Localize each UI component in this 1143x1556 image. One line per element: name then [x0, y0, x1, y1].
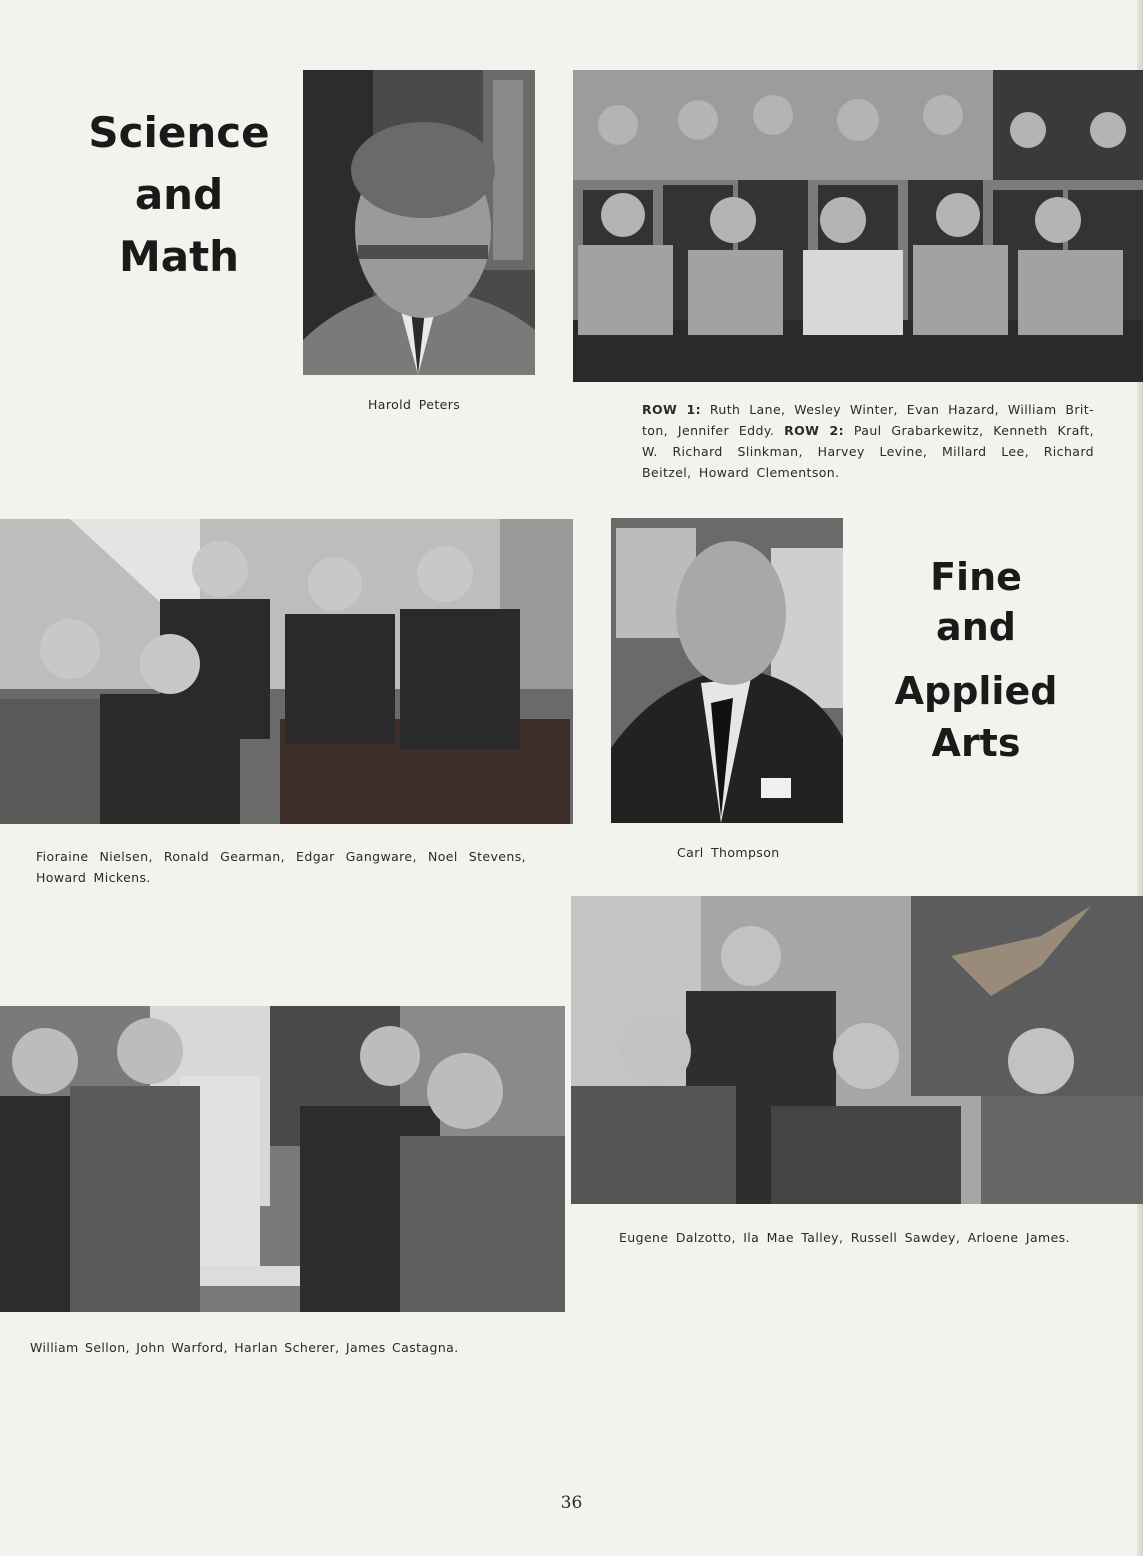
- caption-science-group: [642, 399, 1094, 483]
- heading-line: Math: [118, 232, 240, 281]
- heading-line: Fine: [930, 555, 1022, 599]
- heading-line: Arts: [931, 721, 1021, 765]
- caption-row-label: ROW 1:: [642, 402, 701, 417]
- group-photo-science-math-faculty: [573, 70, 1143, 382]
- caption-row-names: Ruth Lane, Wesley Winter, Evan Hazard, William Brit-ton, Jennifer Eddy.: [642, 402, 1094, 438]
- heading-line: and: [936, 605, 1016, 649]
- heading-line: Applied: [894, 669, 1058, 713]
- caption-harold-peters: Harold Peters: [368, 397, 461, 412]
- group-photo-art-faculty: [571, 896, 1143, 1204]
- group-photo-industrial-arts-faculty: [0, 1006, 565, 1312]
- heading-line: and: [134, 170, 224, 219]
- heading-line: Science: [88, 108, 270, 157]
- caption-row-label: ROW 2:: [784, 423, 845, 438]
- caption-music-group: Fioraine Nielsen, Ronald Gearman, Edgar Gangware, Noel Stevens, Howard Mickens.: [36, 849, 526, 885]
- section-heading-fine-applied-arts: [880, 555, 1072, 765]
- caption-row-names: Paul Grabarkewitz, Kenneth Kraft, W. Richard Slinkman, Harvey Levine, Millard Lee, Richard Beitzel, Howard Clementson.: [642, 423, 1095, 480]
- group-photo-music-faculty: [0, 519, 573, 824]
- page-number: 36: [560, 1493, 583, 1513]
- caption-industrial-group: William Sellon, John Warford, Harlan Scherer, James Castagna.: [30, 1340, 459, 1355]
- portrait-photo-harold-peters: [303, 70, 535, 375]
- caption-art-group: Eugene Dalzotto, Ila Mae Talley, Russell Sawdey, Arloene James.: [619, 1230, 1070, 1245]
- section-heading-science-math: [70, 108, 288, 281]
- caption-carl-thompson: Carl Thompson: [677, 845, 780, 860]
- portrait-photo-carl-thompson: [611, 518, 843, 823]
